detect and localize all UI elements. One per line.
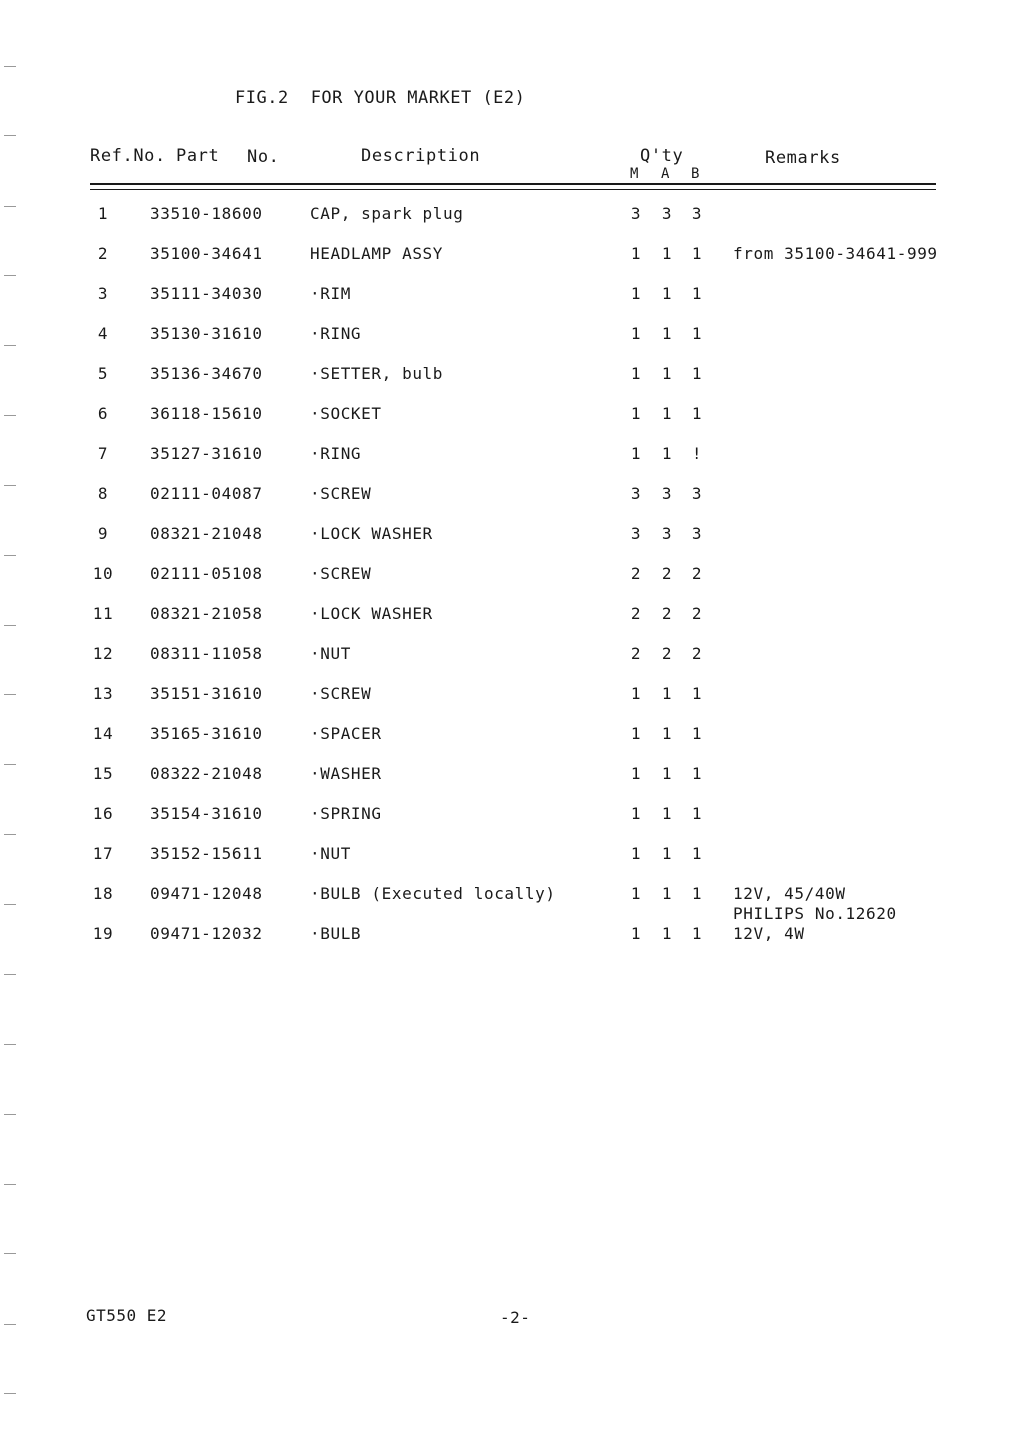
qty-m: 1 bbox=[630, 364, 642, 383]
qty-a: 1 bbox=[661, 764, 673, 783]
qty-m: 1 bbox=[630, 244, 642, 263]
ref-no: 5 bbox=[97, 364, 109, 383]
qty-b: 1 bbox=[691, 324, 703, 343]
description: CAP, spark plug bbox=[310, 204, 464, 223]
remarks: from 35100-34641-999 bbox=[733, 244, 938, 263]
header-part: Part bbox=[176, 146, 220, 166]
part-number: 35100-34641 bbox=[150, 244, 263, 263]
qty-b: 1 bbox=[691, 724, 703, 743]
qty-a: 3 bbox=[661, 484, 673, 503]
part-number: 35152-15611 bbox=[150, 844, 263, 863]
ref-no: 1 bbox=[97, 204, 109, 223]
ref-no: 10 bbox=[92, 564, 114, 583]
qty-m: 3 bbox=[630, 524, 642, 543]
header-rule-thick bbox=[90, 183, 936, 185]
table-row bbox=[0, 600, 1024, 640]
qty-a: 1 bbox=[661, 444, 673, 463]
qty-b: 1 bbox=[691, 924, 703, 943]
table-row bbox=[0, 480, 1024, 520]
qty-a: 1 bbox=[661, 284, 673, 303]
figure-title bbox=[235, 88, 547, 108]
qty-m: 3 bbox=[630, 484, 642, 503]
header-description: Description bbox=[361, 146, 481, 166]
header-remarks: Remarks bbox=[765, 148, 841, 168]
qty-b: 3 bbox=[691, 524, 703, 543]
part-number: 35154-31610 bbox=[150, 804, 263, 823]
qty-b: 1 bbox=[691, 364, 703, 383]
ref-no: 2 bbox=[97, 244, 109, 263]
ref-no: 19 bbox=[92, 924, 114, 943]
part-number: 09471-12048 bbox=[150, 884, 263, 903]
header-rule-thin bbox=[90, 189, 936, 190]
ref-no: 12 bbox=[92, 644, 114, 663]
description: ·NUT bbox=[310, 644, 351, 663]
description: ·RIM bbox=[310, 284, 351, 303]
table-row bbox=[0, 440, 1024, 480]
qty-b: 3 bbox=[691, 204, 703, 223]
qty-b: ! bbox=[691, 444, 703, 463]
description: ·LOCK WASHER bbox=[310, 524, 433, 543]
description: ·SETTER, bulb bbox=[310, 364, 444, 383]
header-no: No. bbox=[247, 147, 280, 167]
page-number: -2- bbox=[500, 1308, 531, 1327]
table-row bbox=[0, 640, 1024, 680]
qty-m: 1 bbox=[630, 844, 642, 863]
description: ·NUT bbox=[310, 844, 351, 863]
ref-no: 7 bbox=[97, 444, 109, 463]
table-row bbox=[0, 400, 1024, 440]
description: ·SCREW bbox=[310, 684, 372, 703]
ref-no: 8 bbox=[97, 484, 109, 503]
part-number: 35111-34030 bbox=[150, 284, 263, 303]
qty-b: 1 bbox=[691, 404, 703, 423]
qty-a: 1 bbox=[661, 844, 673, 863]
ref-no: 13 bbox=[92, 684, 114, 703]
part-number: 35130-31610 bbox=[150, 324, 263, 343]
figure-label: FIG.2 bbox=[235, 88, 289, 108]
header-qty: Q'ty bbox=[640, 146, 684, 166]
qty-m: 1 bbox=[630, 324, 642, 343]
qty-a: 1 bbox=[661, 324, 673, 343]
ref-no: 11 bbox=[92, 604, 114, 623]
parts-table bbox=[0, 200, 1024, 960]
description: ·RING bbox=[310, 444, 362, 463]
part-number: 09471-12032 bbox=[150, 924, 263, 943]
part-number: 08311-11058 bbox=[150, 644, 263, 663]
header-qty-b: B bbox=[691, 166, 700, 182]
table-row bbox=[0, 880, 1024, 923]
description: ·SCREW bbox=[310, 564, 372, 583]
qty-b: 2 bbox=[691, 644, 703, 663]
remarks-line-2: PHILIPS No.12620 bbox=[733, 904, 897, 923]
qty-m: 1 bbox=[630, 684, 642, 703]
qty-a: 1 bbox=[661, 804, 673, 823]
table-row bbox=[0, 800, 1024, 840]
qty-m: 1 bbox=[630, 404, 642, 423]
figure-heading: FOR YOUR MARKET (E2) bbox=[310, 88, 526, 108]
ref-no: 6 bbox=[97, 404, 109, 423]
qty-m: 1 bbox=[630, 764, 642, 783]
ref-no: 4 bbox=[97, 324, 109, 343]
table-row bbox=[0, 680, 1024, 720]
table-row bbox=[0, 560, 1024, 600]
description: ·WASHER bbox=[310, 764, 382, 783]
qty-a: 1 bbox=[661, 404, 673, 423]
qty-a: 1 bbox=[661, 684, 673, 703]
header-ref-no: Ref.No. bbox=[90, 146, 166, 166]
table-row bbox=[0, 200, 1024, 240]
description: ·SOCKET bbox=[310, 404, 382, 423]
part-number: 35127-31610 bbox=[150, 444, 263, 463]
description: ·BULB bbox=[310, 924, 362, 943]
qty-m: 1 bbox=[630, 724, 642, 743]
part-number: 08321-21058 bbox=[150, 604, 263, 623]
footer-model: GT550 E2 bbox=[86, 1306, 168, 1325]
qty-b: 2 bbox=[691, 604, 703, 623]
ref-no: 14 bbox=[92, 724, 114, 743]
description: ·BULB (Executed locally) bbox=[310, 884, 556, 903]
qty-a: 1 bbox=[661, 244, 673, 263]
qty-b: 1 bbox=[691, 804, 703, 823]
table-row bbox=[0, 280, 1024, 320]
qty-m: 2 bbox=[630, 564, 642, 583]
qty-a: 2 bbox=[661, 604, 673, 623]
remarks: 12V, 4W bbox=[733, 924, 805, 943]
part-number: 33510-18600 bbox=[150, 204, 263, 223]
qty-m: 1 bbox=[630, 804, 642, 823]
part-number: 08322-21048 bbox=[150, 764, 263, 783]
qty-a: 1 bbox=[661, 884, 673, 903]
ref-no: 15 bbox=[92, 764, 114, 783]
ref-no: 16 bbox=[92, 804, 114, 823]
part-number: 36118-15610 bbox=[150, 404, 263, 423]
ref-no: 18 bbox=[92, 884, 114, 903]
description: ·SPRING bbox=[310, 804, 382, 823]
qty-b: 1 bbox=[691, 844, 703, 863]
qty-a: 3 bbox=[661, 524, 673, 543]
table-row bbox=[0, 360, 1024, 400]
table-row bbox=[0, 760, 1024, 800]
qty-m: 3 bbox=[630, 204, 642, 223]
qty-a: 2 bbox=[661, 564, 673, 583]
ref-no: 9 bbox=[97, 524, 109, 543]
remarks-line-1: 12V, 45/40W bbox=[733, 884, 846, 903]
ref-no: 17 bbox=[92, 844, 114, 863]
table-row bbox=[0, 520, 1024, 560]
qty-m: 2 bbox=[630, 604, 642, 623]
description: ·SCREW bbox=[310, 484, 372, 503]
table-row bbox=[0, 840, 1024, 880]
qty-m: 2 bbox=[630, 644, 642, 663]
qty-b: 1 bbox=[691, 764, 703, 783]
description: ·SPACER bbox=[310, 724, 382, 743]
part-number: 35151-31610 bbox=[150, 684, 263, 703]
table-row bbox=[0, 240, 1024, 280]
table-row bbox=[0, 920, 1024, 960]
ref-no: 3 bbox=[97, 284, 109, 303]
qty-m: 1 bbox=[630, 884, 642, 903]
part-number: 02111-04087 bbox=[150, 484, 263, 503]
qty-b: 1 bbox=[691, 244, 703, 263]
qty-b: 1 bbox=[691, 684, 703, 703]
part-number: 35136-34670 bbox=[150, 364, 263, 383]
qty-m: 1 bbox=[630, 284, 642, 303]
remarks bbox=[733, 884, 897, 924]
qty-a: 1 bbox=[661, 364, 673, 383]
qty-b: 1 bbox=[691, 284, 703, 303]
table-row bbox=[0, 320, 1024, 360]
part-number: 08321-21048 bbox=[150, 524, 263, 543]
part-number: 35165-31610 bbox=[150, 724, 263, 743]
table-row bbox=[0, 720, 1024, 760]
qty-b: 2 bbox=[691, 564, 703, 583]
qty-m: 1 bbox=[630, 444, 642, 463]
header-qty-a: A bbox=[661, 166, 670, 182]
qty-m: 1 bbox=[630, 924, 642, 943]
description: ·LOCK WASHER bbox=[310, 604, 433, 623]
qty-a: 2 bbox=[661, 644, 673, 663]
qty-a: 1 bbox=[661, 924, 673, 943]
qty-b: 3 bbox=[691, 484, 703, 503]
description: HEADLAMP ASSY bbox=[310, 244, 444, 263]
description: ·RING bbox=[310, 324, 362, 343]
qty-a: 3 bbox=[661, 204, 673, 223]
qty-b: 1 bbox=[691, 884, 703, 903]
part-number: 02111-05108 bbox=[150, 564, 263, 583]
qty-a: 1 bbox=[661, 724, 673, 743]
header-qty-m: M bbox=[630, 166, 639, 182]
